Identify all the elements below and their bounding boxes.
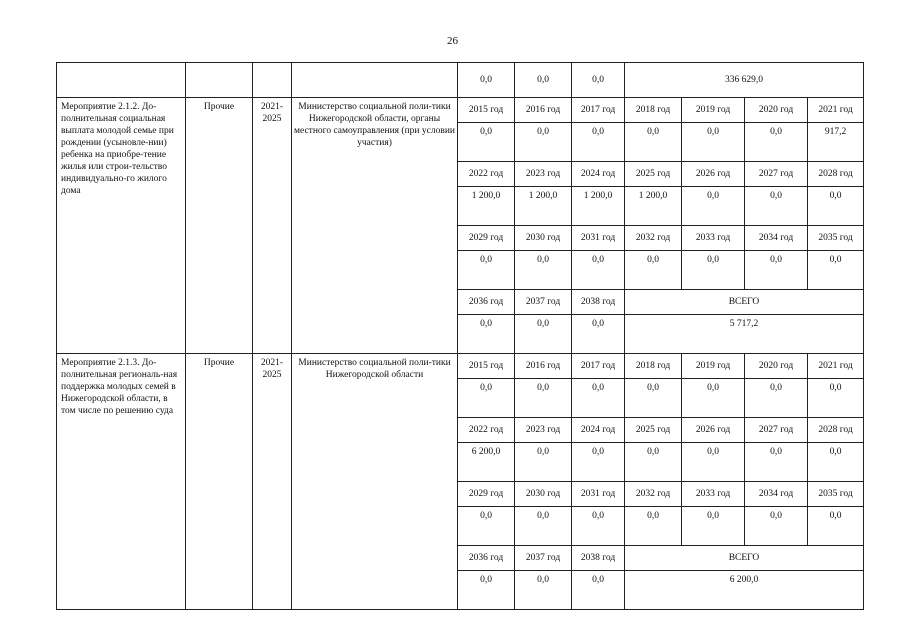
value-cell: 1 200,0 xyxy=(458,187,515,226)
year-header: 2016 год xyxy=(515,354,572,379)
executor: Министерство социальной поли-тики Нижегородской области, органы местного самоуправления (при условии участия) xyxy=(292,98,458,354)
value-cell: 0,0 xyxy=(625,251,682,290)
value-cell: 0,0 xyxy=(625,443,682,482)
value-cell: 0,0 xyxy=(515,315,572,354)
total-value: 5 717,2 xyxy=(625,315,864,354)
value-cell: 0,0 xyxy=(745,123,808,162)
value-cell: 0,0 xyxy=(682,443,745,482)
year-header: 2019 год xyxy=(682,354,745,379)
value-cell: 0,0 xyxy=(458,251,515,290)
value-cell: 1 200,0 xyxy=(625,187,682,226)
year-header: 2016 год xyxy=(515,98,572,123)
value-cell: 0,0 xyxy=(625,123,682,162)
year-header: 2025 год xyxy=(625,162,682,187)
value-cell: 0,0 xyxy=(745,507,808,546)
year-header: 2035 год xyxy=(808,482,864,507)
value-cell: 0,0 xyxy=(515,443,572,482)
year-header: 2033 год xyxy=(682,482,745,507)
value-cell: 6 200,0 xyxy=(458,443,515,482)
total-value: 336 629,0 xyxy=(625,63,864,98)
year-header: 2018 год xyxy=(625,354,682,379)
year-header: 2021 год xyxy=(808,98,864,123)
value-cell: 0,0 xyxy=(808,187,864,226)
value-cell: 0,0 xyxy=(515,571,572,610)
year-header: 2031 год xyxy=(572,482,625,507)
value-cell: 917,2 xyxy=(808,123,864,162)
funding-source: Прочие xyxy=(186,354,253,610)
value-cell: 0,0 xyxy=(808,379,864,418)
year-header: 2029 год xyxy=(458,226,515,251)
year-header: 2015 год xyxy=(458,98,515,123)
value-cell: 0,0 xyxy=(745,443,808,482)
year-header: 2021 год xyxy=(808,354,864,379)
year-header: 2031 год xyxy=(572,226,625,251)
year-header: 2037 год xyxy=(515,546,572,571)
period: 2021-2025 xyxy=(253,98,292,354)
year-header: 2036 год xyxy=(458,546,515,571)
year-header: 2017 год xyxy=(572,98,625,123)
value-cell: 0,0 xyxy=(745,251,808,290)
year-header: 2028 год xyxy=(808,162,864,187)
value-cell: 0,0 xyxy=(572,63,625,98)
year-header: 2022 год xyxy=(458,418,515,443)
value-cell: 0,0 xyxy=(625,379,682,418)
year-row xyxy=(57,98,864,123)
year-header: 2025 год xyxy=(625,418,682,443)
year-header: 2020 год xyxy=(745,354,808,379)
value-cell: 0,0 xyxy=(625,507,682,546)
value-cell: 0,0 xyxy=(808,507,864,546)
year-header: 2019 год xyxy=(682,98,745,123)
value-cell: 0,0 xyxy=(458,571,515,610)
year-header: 2024 год xyxy=(572,418,625,443)
budget-table xyxy=(56,62,864,610)
value-cell: 0,0 xyxy=(808,443,864,482)
value-cell: 1 200,0 xyxy=(572,187,625,226)
year-header: 2024 год xyxy=(572,162,625,187)
year-header: 2023 год xyxy=(515,162,572,187)
table-row xyxy=(57,63,864,98)
year-header: 2029 год xyxy=(458,482,515,507)
year-header: 2030 год xyxy=(515,482,572,507)
year-header: 2017 год xyxy=(572,354,625,379)
year-header: 2027 год xyxy=(745,418,808,443)
value-cell: 0,0 xyxy=(572,571,625,610)
year-header: 2037 год xyxy=(515,290,572,315)
measure-name: Мероприятие 2.1.2. До-полнительная социальная выплата молодой семье при рождении (усыновле-нии) ребенка на приобре-тение жилья или строи-тельство индивидуально-го жилого дома xyxy=(57,98,186,354)
value-cell: 0,0 xyxy=(572,251,625,290)
value-cell: 0,0 xyxy=(515,63,572,98)
year-header: 2026 год xyxy=(682,418,745,443)
value-cell: 0,0 xyxy=(572,123,625,162)
year-header: 2032 год xyxy=(625,226,682,251)
period: 2021-2025 xyxy=(253,354,292,610)
value-cell: 0,0 xyxy=(572,379,625,418)
funding-source: Прочие xyxy=(186,98,253,354)
year-header: 2030 год xyxy=(515,226,572,251)
value-cell: 0,0 xyxy=(572,443,625,482)
value-cell: 0,0 xyxy=(458,123,515,162)
year-header: 2018 год xyxy=(625,98,682,123)
year-header: 2028 год xyxy=(808,418,864,443)
executor: Министерство социальной поли-тики Нижегородской области xyxy=(292,354,458,610)
year-header: 2036 год xyxy=(458,290,515,315)
value-cell: 0,0 xyxy=(458,379,515,418)
year-header: 2038 год xyxy=(572,290,625,315)
year-row xyxy=(57,354,864,379)
year-header: 2020 год xyxy=(745,98,808,123)
value-cell: 0,0 xyxy=(745,379,808,418)
value-cell: 0,0 xyxy=(572,507,625,546)
year-header: 2035 год xyxy=(808,226,864,251)
value-cell: 0,0 xyxy=(682,379,745,418)
value-cell: 0,0 xyxy=(572,315,625,354)
value-cell: 0,0 xyxy=(682,507,745,546)
year-header: 2032 год xyxy=(625,482,682,507)
value-cell: 0,0 xyxy=(745,187,808,226)
value-cell: 0,0 xyxy=(515,379,572,418)
year-header: 2026 год xyxy=(682,162,745,187)
value-cell: 1 200,0 xyxy=(515,187,572,226)
year-header: 2022 год xyxy=(458,162,515,187)
total-label: ВСЕГО xyxy=(625,546,864,571)
value-cell: 0,0 xyxy=(515,507,572,546)
value-cell: 0,0 xyxy=(515,123,572,162)
value-cell: 0,0 xyxy=(808,251,864,290)
value-cell: 0,0 xyxy=(515,251,572,290)
measure-name: Мероприятие 2.1.3. До-полнительная региональ-ная поддержка молодых семей в Нижегородской области, в том числе по решению суда xyxy=(57,354,186,610)
total-label: ВСЕГО xyxy=(625,290,864,315)
value-cell: 0,0 xyxy=(458,315,515,354)
year-header: 2034 год xyxy=(745,226,808,251)
value-cell: 0,0 xyxy=(458,507,515,546)
year-header: 2015 год xyxy=(458,354,515,379)
year-header: 2034 год xyxy=(745,482,808,507)
year-header: 2033 год xyxy=(682,226,745,251)
total-value: 6 200,0 xyxy=(625,571,864,610)
year-header: 2023 год xyxy=(515,418,572,443)
value-cell: 0,0 xyxy=(682,251,745,290)
year-header: 2038 год xyxy=(572,546,625,571)
year-header: 2027 год xyxy=(745,162,808,187)
value-cell: 0,0 xyxy=(682,123,745,162)
value-cell: 0,0 xyxy=(682,187,745,226)
page-number: 26 xyxy=(447,35,458,47)
value-cell: 0,0 xyxy=(458,63,515,98)
